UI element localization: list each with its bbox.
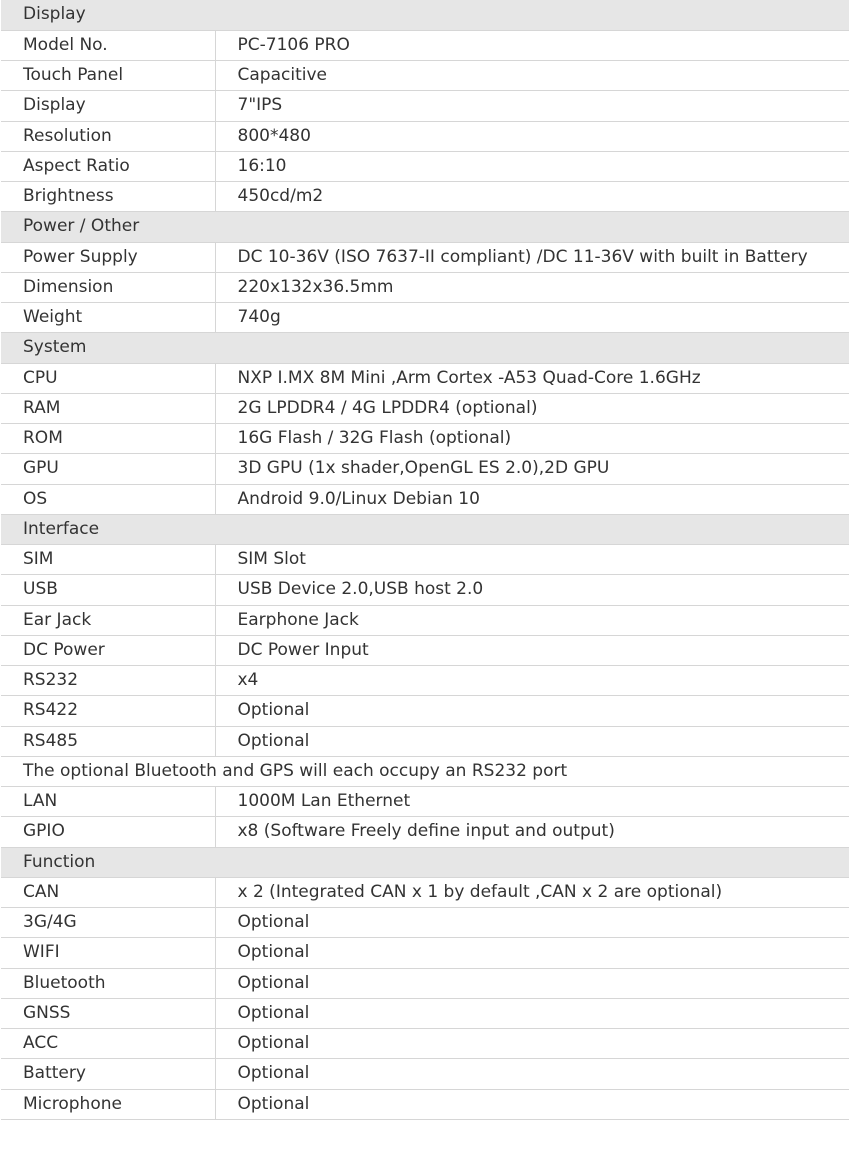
spec-label: RS232	[1, 666, 215, 696]
spec-value: 220x132x36.5mm	[215, 272, 849, 302]
spec-row	[1, 424, 849, 454]
spec-value: 7"IPS	[215, 91, 849, 121]
spec-value: SIM Slot	[215, 545, 849, 575]
spec-row	[1, 666, 849, 696]
spec-label: Aspect Ratio	[1, 151, 215, 181]
spec-value: Optional	[215, 1059, 849, 1089]
spec-row	[1, 545, 849, 575]
note-text: The optional Bluetooth and GPS will each occupy an RS232 port	[1, 756, 849, 786]
spec-value: 16:10	[215, 151, 849, 181]
spec-table-body	[1, 0, 849, 1119]
spec-label: WIFI	[1, 938, 215, 968]
spec-row	[1, 787, 849, 817]
section-header-row	[1, 0, 849, 30]
section-title: Function	[1, 847, 849, 877]
spec-row	[1, 303, 849, 333]
spec-label: RS422	[1, 696, 215, 726]
spec-value: Optional	[215, 1089, 849, 1119]
spec-row	[1, 575, 849, 605]
spec-label: SIM	[1, 545, 215, 575]
spec-value: 450cd/m2	[215, 182, 849, 212]
spec-value: Android 9.0/Linux Debian 10	[215, 484, 849, 514]
spec-row	[1, 151, 849, 181]
spec-row	[1, 121, 849, 151]
spec-value: 740g	[215, 303, 849, 333]
spec-row	[1, 484, 849, 514]
spec-label: RS485	[1, 726, 215, 756]
spec-row	[1, 1029, 849, 1059]
spec-label: Ear Jack	[1, 605, 215, 635]
spec-value: PC-7106 PRO	[215, 30, 849, 60]
section-header-row	[1, 212, 849, 242]
spec-value: x8 (Software Freely define input and output)	[215, 817, 849, 847]
spec-value: NXP I.MX 8M Mini ,Arm Cortex -A53 Quad-Core 1.6GHz	[215, 363, 849, 393]
spec-value: Capacitive	[215, 61, 849, 91]
spec-row	[1, 1089, 849, 1119]
section-title: System	[1, 333, 849, 363]
spec-label: DC Power	[1, 635, 215, 665]
spec-value: Earphone Jack	[215, 605, 849, 635]
spec-label: OS	[1, 484, 215, 514]
section-header-row	[1, 847, 849, 877]
spec-row	[1, 30, 849, 60]
spec-value: Optional	[215, 696, 849, 726]
spec-row	[1, 272, 849, 302]
spec-label: RAM	[1, 393, 215, 423]
spec-label: GPIO	[1, 817, 215, 847]
spec-value: Optional	[215, 968, 849, 998]
spec-value: USB Device 2.0,USB host 2.0	[215, 575, 849, 605]
spec-value: 3D GPU (1x shader,OpenGL ES 2.0),2D GPU	[215, 454, 849, 484]
spec-value: x 2 (Integrated CAN x 1 by default ,CAN x 2 are optional)	[215, 877, 849, 907]
section-header-row	[1, 333, 849, 363]
section-header-row	[1, 514, 849, 544]
spec-label: Bluetooth	[1, 968, 215, 998]
spec-label: USB	[1, 575, 215, 605]
spec-label: CPU	[1, 363, 215, 393]
spec-label: Model No.	[1, 30, 215, 60]
spec-label: Power Supply	[1, 242, 215, 272]
spec-value: Optional	[215, 938, 849, 968]
spec-label: ROM	[1, 424, 215, 454]
spec-row	[1, 61, 849, 91]
spec-row	[1, 393, 849, 423]
spec-value: 800*480	[215, 121, 849, 151]
spec-row	[1, 242, 849, 272]
spec-row	[1, 182, 849, 212]
spec-row	[1, 635, 849, 665]
section-title: Interface	[1, 514, 849, 544]
spec-label: Brightness	[1, 182, 215, 212]
spec-value: Optional	[215, 908, 849, 938]
section-title: Display	[1, 0, 849, 30]
spec-value: DC Power Input	[215, 635, 849, 665]
spec-label: GPU	[1, 454, 215, 484]
spec-row	[1, 91, 849, 121]
spec-label: Battery	[1, 1059, 215, 1089]
spec-row	[1, 877, 849, 907]
spec-row	[1, 908, 849, 938]
spec-label: Display	[1, 91, 215, 121]
spec-value: Optional	[215, 1029, 849, 1059]
spec-value: Optional	[215, 998, 849, 1028]
spec-label: Touch Panel	[1, 61, 215, 91]
spec-value: x4	[215, 666, 849, 696]
spec-row	[1, 938, 849, 968]
spec-row	[1, 726, 849, 756]
spec-value: 1000M Lan Ethernet	[215, 787, 849, 817]
spec-row	[1, 454, 849, 484]
spec-row	[1, 968, 849, 998]
spec-label: Resolution	[1, 121, 215, 151]
spec-value: 2G LPDDR4 / 4G LPDDR4 (optional)	[215, 393, 849, 423]
spec-label: ACC	[1, 1029, 215, 1059]
note-row	[1, 756, 849, 786]
spec-value: DC 10-36V (ISO 7637-II compliant) /DC 11-36V with built in Battery	[215, 242, 849, 272]
spec-row	[1, 1059, 849, 1089]
spec-row	[1, 696, 849, 726]
spec-label: Weight	[1, 303, 215, 333]
spec-row	[1, 605, 849, 635]
spec-row	[1, 998, 849, 1028]
spec-value: Optional	[215, 726, 849, 756]
spec-label: CAN	[1, 877, 215, 907]
spec-label: LAN	[1, 787, 215, 817]
spec-label: 3G/4G	[1, 908, 215, 938]
spec-row	[1, 817, 849, 847]
spec-table	[1, 0, 849, 1120]
spec-value: 16G Flash / 32G Flash (optional)	[215, 424, 849, 454]
spec-row	[1, 363, 849, 393]
spec-label: GNSS	[1, 998, 215, 1028]
section-title: Power / Other	[1, 212, 849, 242]
spec-label: Dimension	[1, 272, 215, 302]
spec-label: Microphone	[1, 1089, 215, 1119]
